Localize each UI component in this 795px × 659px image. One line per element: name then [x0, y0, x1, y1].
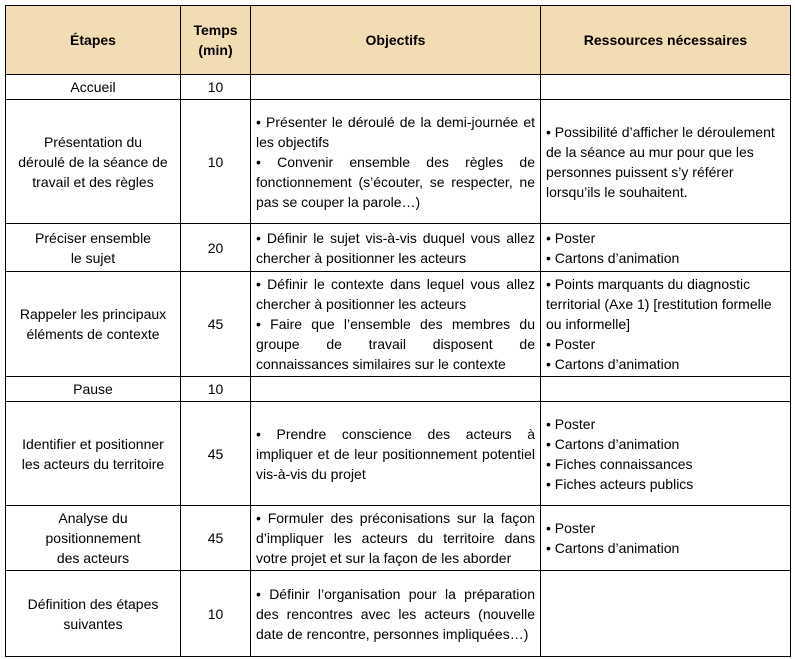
etape-line: positionnement	[45, 530, 141, 546]
etape-line: Identifier et positionner	[22, 435, 164, 452]
cell-etape	[6, 75, 181, 100]
ressource-item: • Poster	[546, 414, 785, 434]
etape-line: le sujet	[70, 249, 116, 266]
ressource-item: • Poster	[546, 228, 785, 248]
table-row	[6, 402, 791, 506]
ressource-item: • Cartons d’animation	[546, 538, 785, 558]
etape-line: travail et des règles	[32, 173, 154, 190]
cell-objectifs	[251, 100, 541, 224]
objectif-item: • Définir le sujet vis-à-vis duquel vous allez chercher à positionner les acteurs	[256, 228, 535, 268]
header-temps-line1: Temps	[193, 22, 238, 38]
cell-objectifs	[251, 224, 541, 272]
cell-temps: 45	[181, 272, 251, 377]
cell-ressources	[541, 402, 791, 506]
table-row	[6, 100, 791, 224]
cell-etape	[6, 571, 181, 657]
cell-temps: 10	[181, 571, 251, 657]
ressource-item: • Cartons d’animation	[546, 434, 785, 454]
cell-etape	[6, 402, 181, 506]
header-ressources: Ressources nécessaires	[541, 6, 791, 75]
cell-temps: 10	[181, 75, 251, 100]
objectif-item: • Formuler des préconisations sur la façon d’impliquer les acteurs du territoire dans votre projet et sur la façon de les aborder	[256, 508, 535, 568]
cell-temps: 10	[181, 100, 251, 224]
ressource-item: • Cartons d’animation	[546, 354, 785, 374]
etape-line: Préciser ensemble	[35, 229, 151, 246]
ressource-item: • Possibilité d’afficher le déroulement de la séance au mur pour que les personnes puissent s’y référer lorsqu’ils le souhaitent.	[546, 122, 785, 202]
cell-objectifs	[251, 506, 541, 571]
cell-objectifs	[251, 402, 541, 506]
cell-ressources	[541, 272, 791, 377]
header-temps	[181, 6, 251, 75]
objectif-item: • Faire que l’ensemble des membres du groupe de travail disposent de connaissances similaires sur le contexte	[256, 314, 535, 374]
ressource-item: • Poster	[546, 334, 785, 354]
cell-etape	[6, 272, 181, 377]
objectif-item: • Présenter le déroulé de la demi-journée et les objectifs	[256, 112, 535, 152]
cell-etape	[6, 100, 181, 224]
etape-line: Accueil	[70, 79, 116, 95]
etape-line: éléments de contexte	[26, 326, 160, 342]
etape-line: suivantes	[63, 615, 123, 632]
cell-objectifs	[251, 75, 541, 100]
cell-etape	[6, 506, 181, 571]
header-objectifs: Objectifs	[251, 6, 541, 75]
cell-temps: 20	[181, 224, 251, 272]
ressource-item: • Fiches connaissances	[546, 454, 785, 474]
header-row	[6, 6, 791, 75]
cell-objectifs	[251, 272, 541, 377]
cell-objectifs	[251, 571, 541, 657]
table-row	[6, 272, 791, 377]
etape-line: les acteurs du territoire	[21, 455, 165, 472]
table-row	[6, 224, 791, 272]
cell-etape	[6, 224, 181, 272]
cell-temps: 45	[181, 506, 251, 571]
cell-ressources	[541, 377, 791, 402]
etape-line: des acteurs	[56, 550, 130, 566]
cell-objectifs	[251, 377, 541, 402]
cell-etape	[6, 377, 181, 402]
etape-line: Rappeler les principaux	[19, 306, 167, 322]
objectif-item: • Prendre conscience des acteurs à impliquer et de leur positionnement potentiel vis-à-vis du projet	[256, 424, 535, 484]
ressource-item: • Fiches acteurs publics	[546, 474, 785, 494]
table-row	[6, 506, 791, 571]
ressource-item: • Cartons d’animation	[546, 248, 785, 268]
cell-temps: 45	[181, 402, 251, 506]
etape-line: Présentation du	[43, 133, 143, 150]
header-temps-line2: (min)	[198, 42, 233, 58]
etape-line: Pause	[73, 381, 113, 397]
header-etapes: Étapes	[6, 6, 181, 75]
cell-temps: 10	[181, 377, 251, 402]
cell-ressources	[541, 571, 791, 657]
ressource-item: • Poster	[546, 518, 785, 538]
planning-table	[5, 5, 791, 657]
etape-line: déroulé de la séance de	[18, 153, 168, 170]
objectif-item: • Définir le contexte dans lequel vous allez chercher à positionner les acteurs	[256, 274, 535, 314]
cell-ressources	[541, 75, 791, 100]
ressource-item: • Points marquants du diagnostic territorial (Axe 1) [restitution formelle ou informelle]	[546, 274, 785, 334]
cell-ressources	[541, 100, 791, 224]
table-row	[6, 377, 791, 402]
table-row	[6, 75, 791, 100]
etape-line: Analyse du	[58, 510, 128, 526]
cell-ressources	[541, 506, 791, 571]
etape-line: Définition des étapes	[27, 595, 159, 612]
objectif-item: • Définir l’organisation pour la préparation des rencontres avec les acteurs (nouvelle date de rencontre, personnes impliquées…)	[256, 584, 535, 644]
table-row	[6, 571, 791, 657]
cell-ressources	[541, 224, 791, 272]
objectif-item: • Convenir ensemble des règles de fonctionnement (s’écouter, se respecter, ne pas se couper la parole…)	[256, 152, 535, 212]
